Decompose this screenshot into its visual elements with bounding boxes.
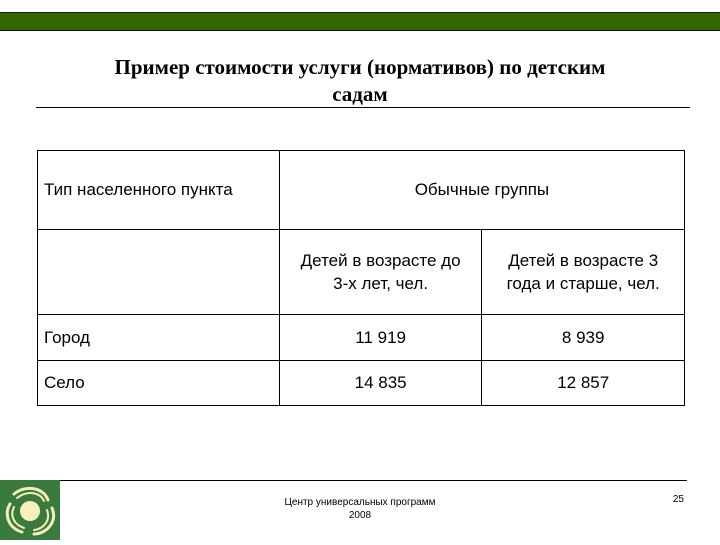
header-group-label: Обычные группы [414, 180, 550, 199]
header-empty-cell [38, 230, 280, 315]
header-over3-line1: Детей в возрасте 3 [508, 251, 659, 270]
header-type-cell [38, 151, 280, 230]
footer-year: 2008 [348, 510, 372, 521]
header-under3-line2: 3-х лет, чел. [333, 274, 429, 293]
row-over3-cell: 8 939 [482, 315, 685, 361]
row-type-cell: Город [38, 315, 280, 361]
row-under3-cell: 14 835 [279, 361, 482, 406]
table-row [38, 315, 685, 361]
header-under3-line1: Детей в возрасте до [300, 251, 461, 270]
footer-caption [250, 496, 470, 522]
slide-title-line1: Пример стоимости услуги (нормативов) по детским [114, 55, 606, 79]
page-number: 25 [672, 494, 684, 505]
row-over3-cell: 12 857 [482, 361, 685, 406]
swirl-circle-logo-icon [0, 480, 60, 540]
title-divider [36, 107, 690, 108]
table-row [38, 361, 685, 406]
header-over3-cell [482, 230, 685, 315]
row-type-cell: Село [38, 361, 280, 406]
header-type-label: Тип населенного пункта [44, 180, 233, 199]
footer-divider [60, 480, 687, 481]
slide-title [40, 54, 680, 108]
header-row-2 [38, 230, 685, 315]
row-under3-cell: 11 919 [279, 315, 482, 361]
cost-table [37, 150, 685, 406]
header-over3-line2: года и старше, чел. [506, 274, 660, 293]
logo-graphic [0, 480, 60, 540]
header-group-cell [279, 151, 684, 230]
header-under3-cell [279, 230, 482, 315]
header-row-1 [38, 151, 685, 230]
slide-title-line2: садам [332, 82, 388, 106]
top-accent-bar [0, 12, 720, 31]
footer-organization: Центр универсальных программ [284, 497, 436, 508]
